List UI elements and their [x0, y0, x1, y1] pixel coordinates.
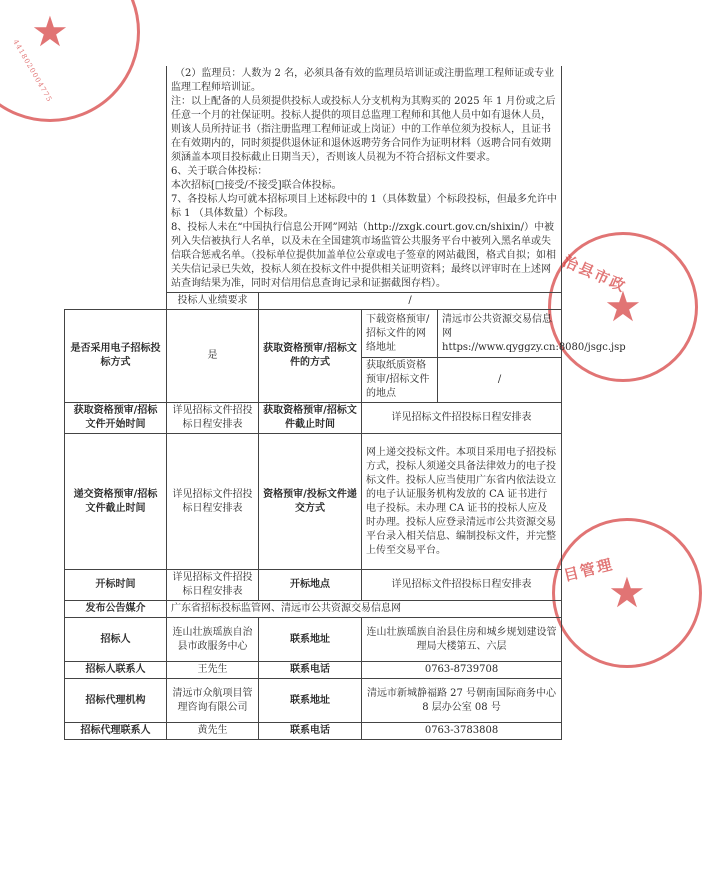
row-label: 招标人联系人	[65, 662, 167, 679]
row-label: 递交资格预审/招标文件截止时间	[65, 434, 167, 570]
row-label: 招标人	[65, 618, 167, 662]
row-value: 网上递交投标文件。本项目采用电子招投标方式，投标人须递交具备法律效力的电子投标文件。投标人应当使用广东省内依法设立的电子认证服务机构发放的 CA 证书进行电子投标。未办理 CA 证书的投标人应及时办理。投标人应登录清远市公共资源交易平台录入相关信息、编制投标文件，并完整上传至交易平台。	[362, 434, 562, 570]
row-value: 详见招标文件招投标日程安排表	[362, 403, 562, 434]
row-label: 发布公告媒介	[65, 601, 167, 618]
qualification-requirements	[167, 66, 562, 293]
row-value: 详见招标文件招投标日程安排表	[362, 570, 562, 601]
row-value: 详见招标文件招投标日程安排表	[167, 403, 259, 434]
tender-info-table	[64, 66, 626, 740]
row-label: 联系电话	[259, 662, 362, 679]
row-label: 投标人业绩要求	[167, 293, 259, 310]
row-label: 获取资格预审/招标文件开始时间	[65, 403, 167, 434]
requirement-paragraph: 7、各投标人均可就本招标项目上述标段中的 1（具体数量）个标段投标，但最多允许中标 1 （具体数量）个标段。	[171, 194, 557, 219]
table-row	[65, 403, 562, 434]
government-seal	[548, 232, 698, 382]
row-value: 黄先生	[167, 723, 259, 740]
table-row	[65, 570, 562, 601]
row-value: 王先生	[167, 662, 259, 679]
requirement-paragraph: 6、关于联合体投标：	[171, 166, 268, 177]
table-row	[65, 618, 562, 662]
seal-number: 4418020004775	[11, 38, 54, 104]
table-row	[65, 601, 562, 618]
row-label: 招标代理联系人	[65, 723, 167, 740]
row-label: 招标代理机构	[65, 679, 167, 723]
row-value: /	[438, 358, 562, 403]
seal-text: 目管理	[561, 555, 616, 585]
table-row	[65, 310, 562, 358]
row-value: 0763-8739708	[362, 662, 562, 679]
row-value: 详见招标文件招投标日程安排表	[167, 434, 259, 570]
row-label: 资格预审/投标文件递交方式	[259, 434, 362, 570]
row-value: 连山壮族瑶族自治县市政服务中心	[167, 618, 259, 662]
row-value: 清远市新城静福路 27 号朝南国际商务中心 8 层办公室 08 号	[362, 679, 562, 723]
table-row	[65, 66, 562, 293]
row-value: 连山壮族瑶族自治县住房和城乡规划建设管理局大楼第五、六层	[362, 618, 562, 662]
row-value: 详见招标文件招投标日程安排表	[167, 570, 259, 601]
seal-star-icon: ★	[604, 282, 642, 331]
seal-star-icon: ★	[31, 7, 69, 56]
table-row	[65, 293, 562, 310]
row-value: 是	[167, 310, 259, 403]
row-label: 开标地点	[259, 570, 362, 601]
requirement-paragraph: 注：以上配备的人员须提供投标人或投标人分支机构为其购买的 2025 年 1 月份或之后任意一个月的社保证明。投标人提供的项目总监理工程师和其他人员中如有退休人员，则该人员所持证书（指注册监理工程师证或上岗证）中的工作单位须为投标人，且证书在有效期内的，同时须提供退休证和退休返聘劳务合同作为证明材料（返聘合同有效期须涵盖本项目投标截止日期当天），否则该人员视为不符合招标文件要求。	[171, 96, 556, 163]
row-value: /	[259, 293, 562, 310]
company-seal-partial	[552, 518, 702, 668]
row-value: 0763-3783808	[362, 723, 562, 740]
requirement-paragraph: 8、投标人未在“中国执行信息公开网”网站（http://zxgk.court.gov.cn/shixin/）中被列入失信被执行人名单，以及未在全国建筑市场监管公共服务平台中被列入黑名单或失信联合惩戒名单。（投标单位提供加盖单位公章或电子签章的网站截图，格式自拟；如相关失信记录已失效，投标人须在投标文件中提供相关证明资料；最终以评审时在上述网站查询结果为准，同时对信用信息查询记录和证据截图存档）。	[171, 222, 556, 289]
table-row	[65, 679, 562, 723]
row-label: 下载资格预审/招标文件的网络地址	[362, 310, 438, 358]
row-label: 开标时间	[65, 570, 167, 601]
requirement-paragraph: （2）监理员：人数为 2 名，必须具备有效的监理员培训证或注册监理工程师证或专业监理工程师培训证。	[171, 68, 555, 93]
requirement-paragraph: 本次招标[□接受/不接受]联合体投标。	[171, 180, 342, 191]
row-label: 联系地址	[259, 618, 362, 662]
row-value: 广东省招标投标监管网、清远市公共资源交易信息网	[167, 601, 562, 618]
row-label: 联系电话	[259, 723, 362, 740]
download-url[interactable]: 清远市公共资源交易信息网 https://www.qyggzy.cn:8080/jsgc.jsp	[438, 310, 562, 358]
row-label: 获取资格预审/招标文件的方式	[259, 310, 362, 403]
row-label: 获取资格预审/招标文件截止时间	[259, 403, 362, 434]
table-row	[65, 723, 562, 740]
table-row	[65, 434, 562, 570]
row-label: 是否采用电子招标投标方式	[65, 310, 167, 403]
seal-text: 治县市政	[560, 251, 630, 297]
seal-star-icon: ★	[608, 568, 646, 617]
row-label: 联系地址	[259, 679, 362, 723]
row-value: 清远市众航项目管理咨询有限公司	[167, 679, 259, 723]
table-row	[65, 662, 562, 679]
row-label: 获取纸质资格预审/招标文件的地点	[362, 358, 438, 403]
